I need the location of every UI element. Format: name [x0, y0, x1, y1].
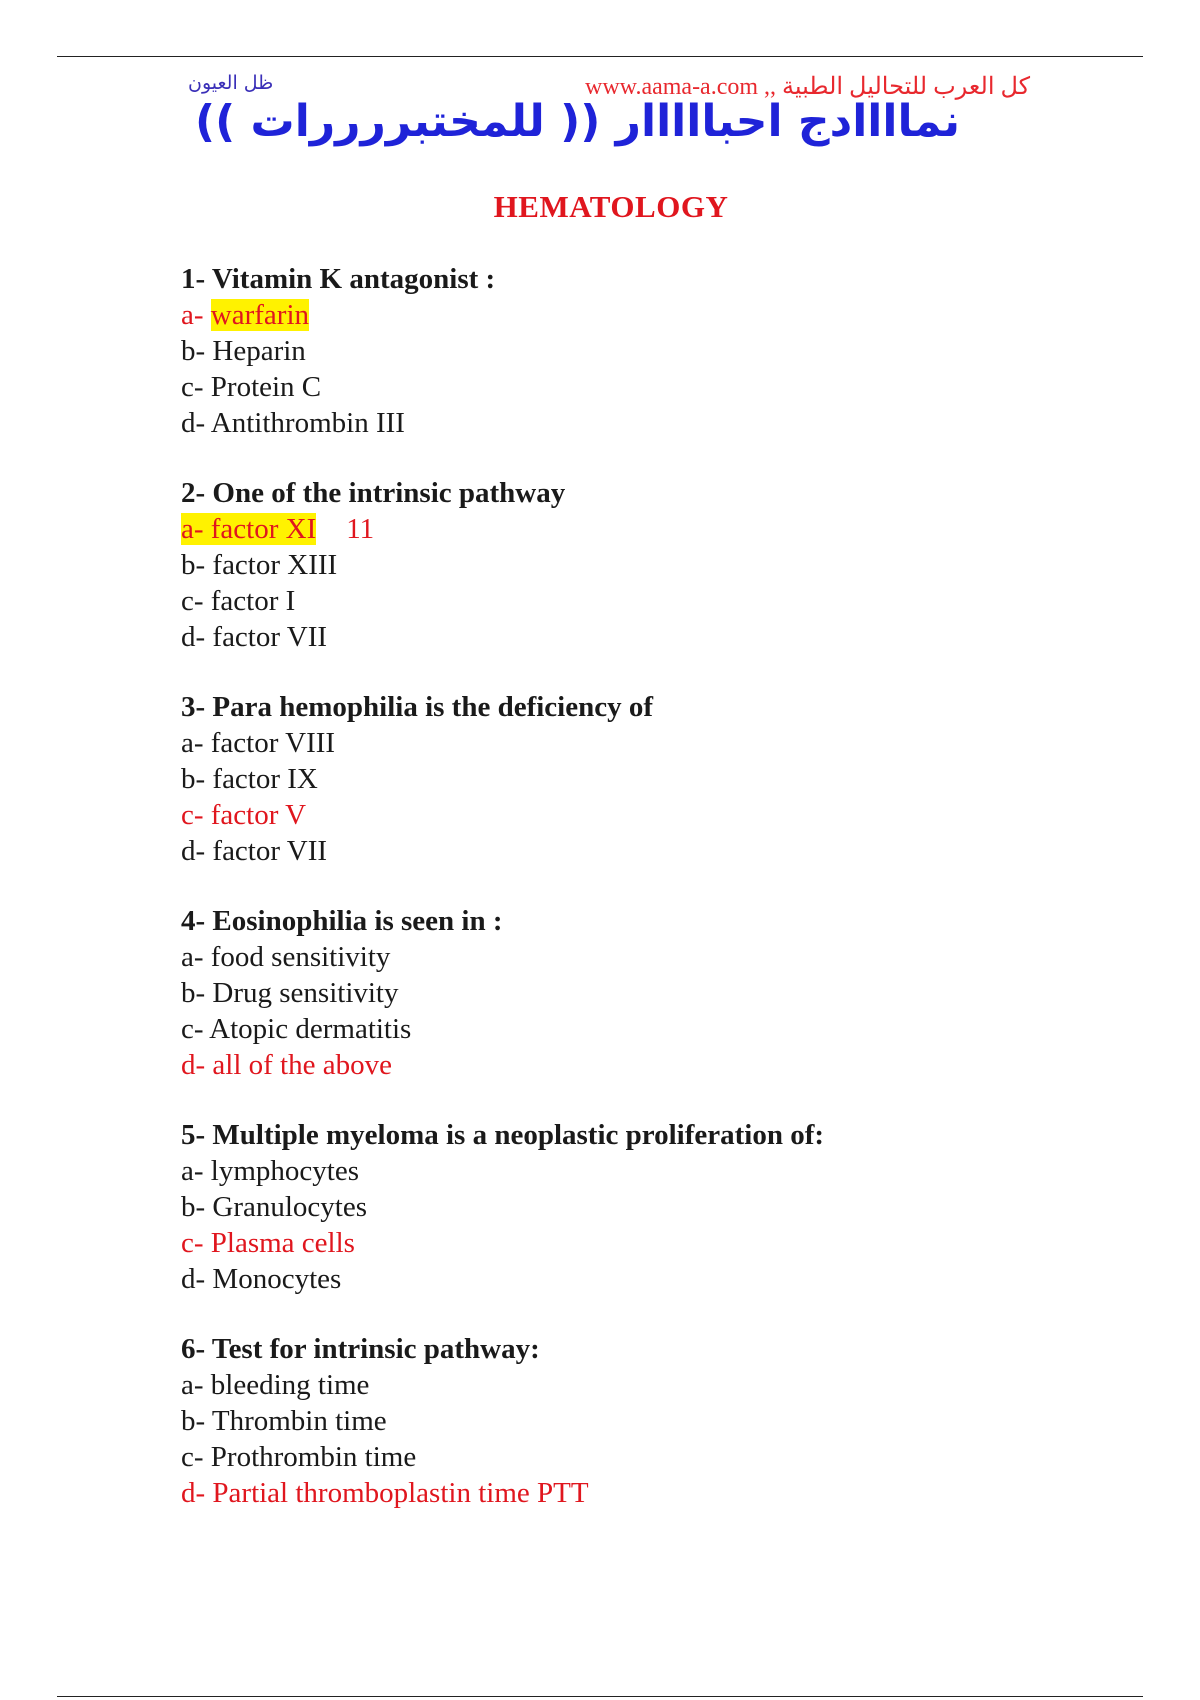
option-a: a- lymphocytes — [181, 1155, 359, 1187]
question-text: 6- Test for intrinsic pathway: — [181, 1333, 540, 1365]
option-c-correct: c- factor V — [181, 799, 307, 831]
option-b: b- factor IX — [181, 763, 318, 795]
question-list — [181, 261, 1081, 1545]
option-b: b- Granulocytes — [181, 1191, 368, 1223]
option-prefix: a- — [181, 299, 211, 331]
option-a-correct — [181, 511, 1081, 547]
option-c: c- Prothrombin time — [181, 1441, 417, 1473]
option-a: a- factor VIII — [181, 727, 336, 759]
option-c-correct: c- Plasma cells — [181, 1227, 355, 1259]
question-5 — [181, 1117, 1081, 1297]
question-4 — [181, 903, 1081, 1083]
answer-note: 11 — [346, 513, 375, 545]
option-b: b- Thrombin time — [181, 1405, 387, 1437]
option-c: c- factor I — [181, 585, 296, 617]
option-b: b- factor XIII — [181, 549, 338, 581]
option-d: d- Antithrombin III — [181, 407, 405, 439]
option-a-correct — [181, 297, 1081, 333]
option-d-correct: d- all of the above — [181, 1049, 392, 1081]
question-3 — [181, 689, 1081, 869]
question-1 — [181, 261, 1081, 441]
question-6 — [181, 1331, 1081, 1511]
highlighted-answer: warfarin — [210, 299, 309, 331]
header-banner: نماااادج احبااااار (( للمختبررررات )) — [195, 96, 960, 147]
option-c: c- Protein C — [181, 371, 322, 403]
option-d-correct: d- Partial thromboplastin time PTT — [181, 1477, 589, 1509]
header-left-text: ظل العيون — [188, 72, 274, 94]
header-site-text: كل العرب للتحاليل الطبية ,, www.aama-a.com — [585, 74, 1031, 100]
option-d: d- factor VII — [181, 835, 328, 867]
question-text: 1- Vitamin K antagonist : — [181, 263, 496, 295]
question-text: 5- Multiple myeloma is a neoplastic proliferation of: — [181, 1119, 825, 1151]
question-2 — [181, 475, 1081, 655]
option-d: d- factor VII — [181, 621, 328, 653]
question-text: 3- Para hemophilia is the deficiency of — [181, 691, 654, 723]
option-b: b- Drug sensitivity — [181, 977, 399, 1009]
option-c: c- Atopic dermatitis — [181, 1013, 412, 1045]
option-a: a- food sensitivity — [181, 941, 391, 973]
question-text: 4- Eosinophilia is seen in : — [181, 905, 503, 937]
bottom-rule — [57, 1696, 1143, 1697]
option-d: d- Monocytes — [181, 1263, 342, 1295]
question-text: 2- One of the intrinsic pathway — [181, 477, 566, 509]
page-title: HEMATOLOGY — [493, 189, 729, 224]
option-b: b- Heparin — [181, 335, 306, 367]
highlighted-answer: a- factor XI — [181, 513, 317, 545]
top-rule — [57, 56, 1143, 57]
option-a: a- bleeding time — [181, 1369, 370, 1401]
